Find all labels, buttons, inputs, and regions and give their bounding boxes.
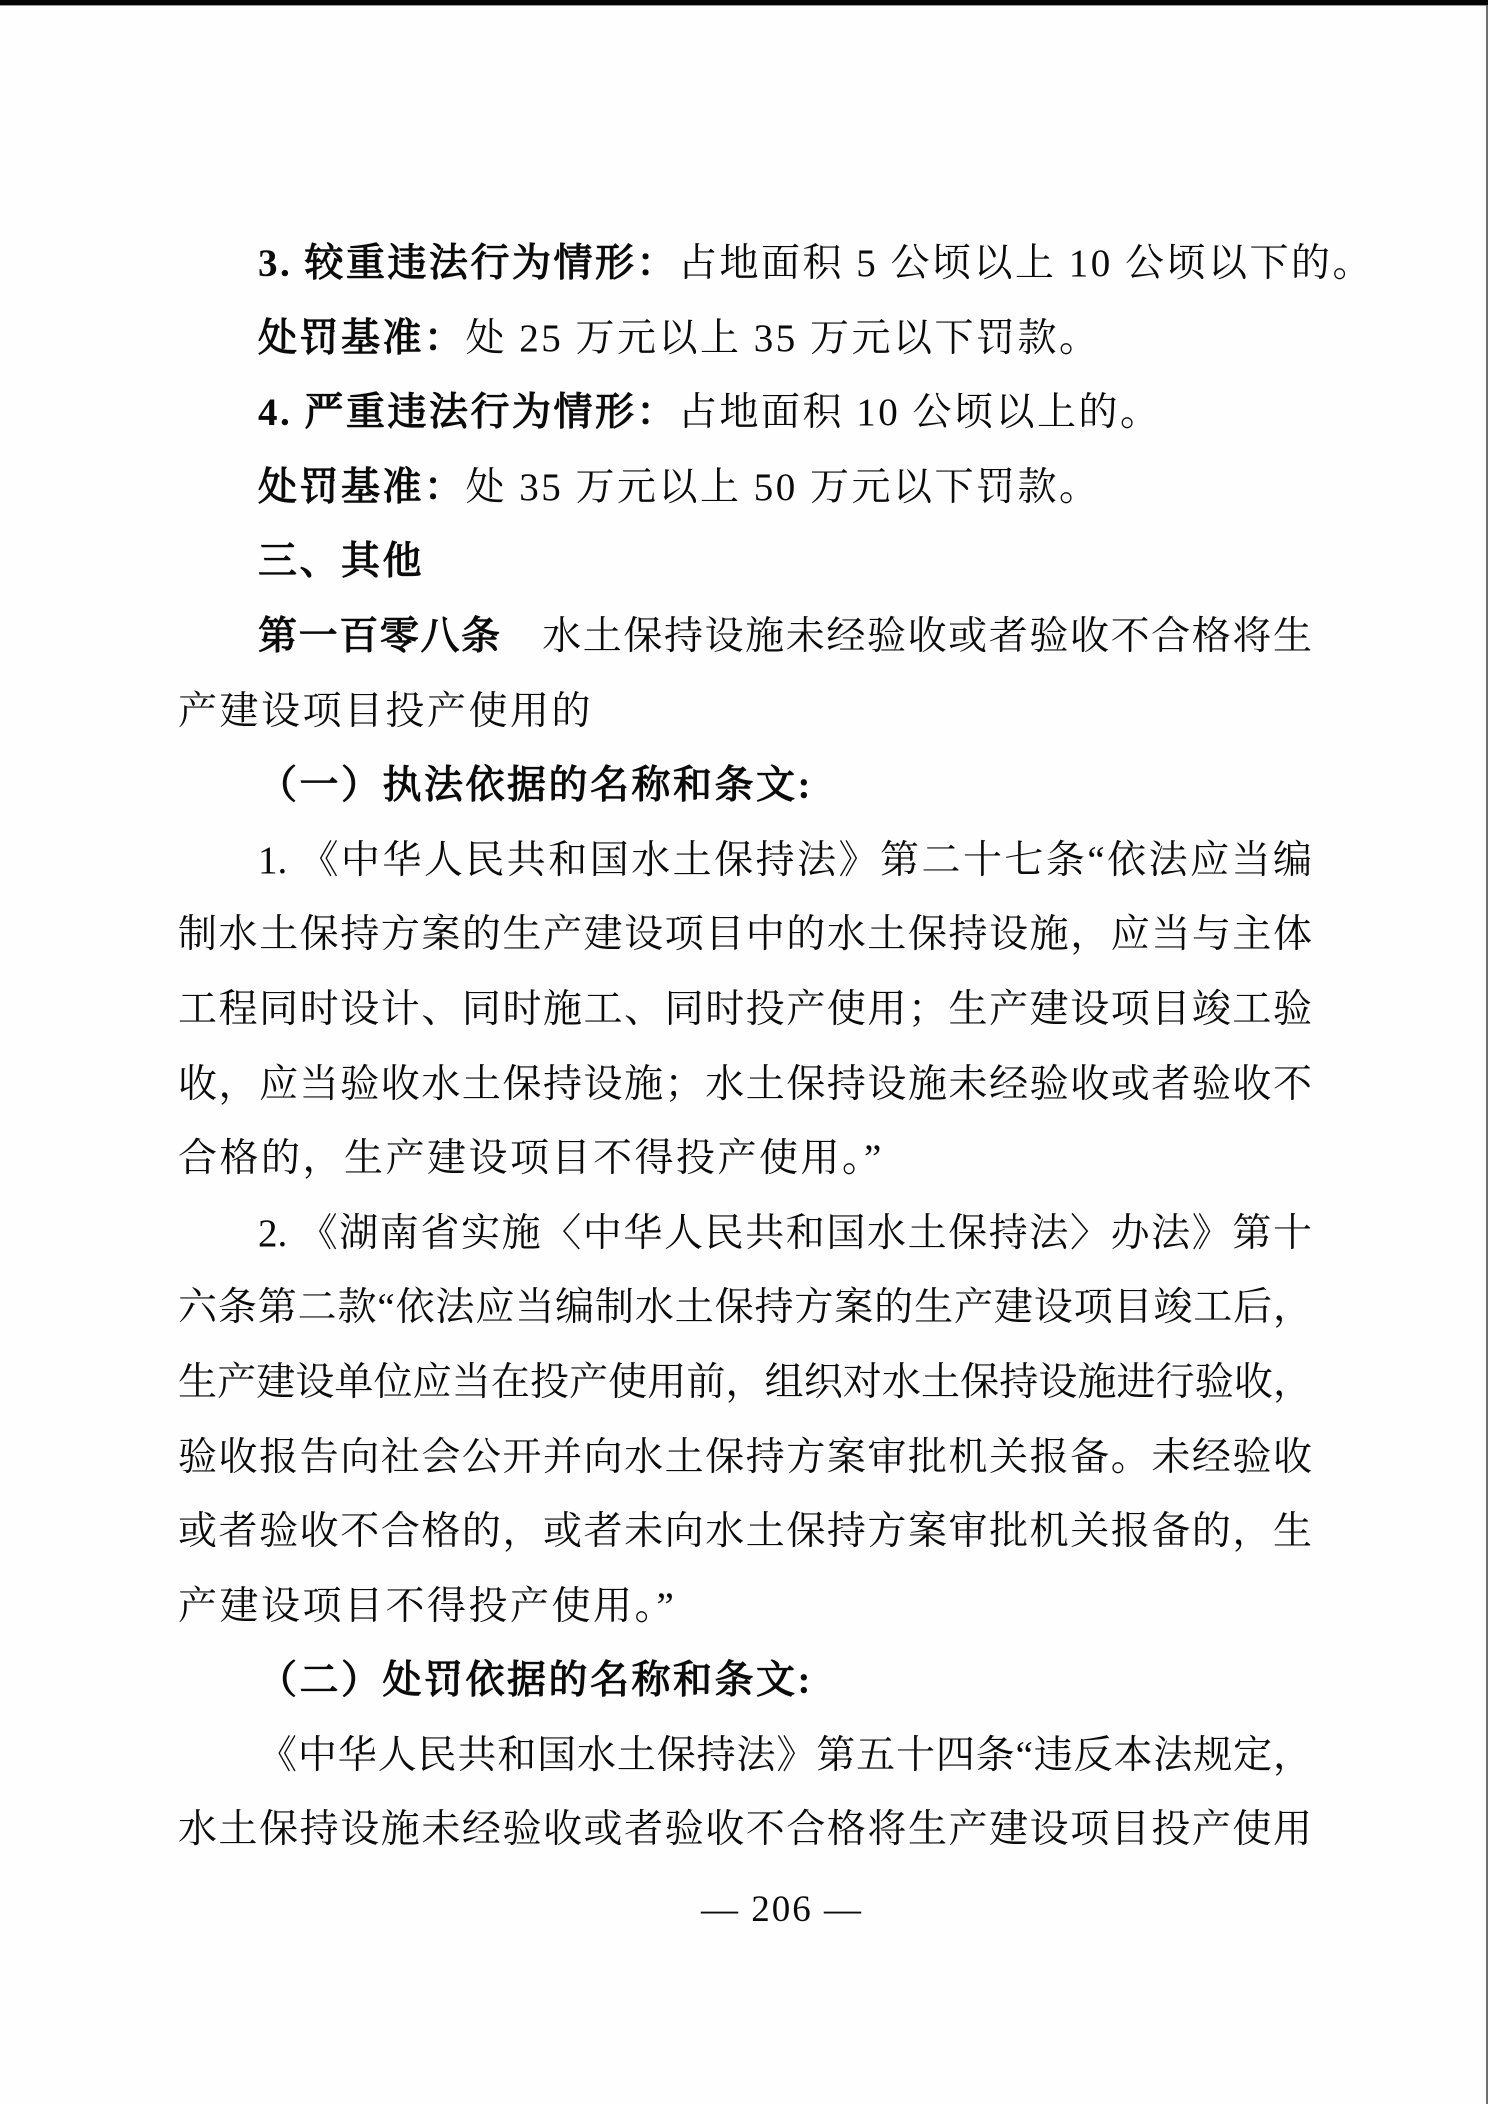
text-line	[178, 824, 1312, 899]
text-line	[178, 1197, 1312, 1272]
scan-top-edge	[0, 0, 1488, 6]
text-segment: 产建设项目投产使用的	[178, 689, 594, 733]
text-line	[178, 1271, 1312, 1346]
text-line	[178, 1048, 1312, 1123]
text-segment: 六条第二款“依法应当编制水土保持方案的生产建设项目竣工后，	[178, 1286, 1312, 1330]
bold-label: 处罚基准：	[258, 465, 466, 509]
text-line	[178, 675, 1312, 750]
text-block	[178, 227, 1375, 1868]
text-line	[178, 973, 1312, 1048]
text-segment: 水土保持设施未经验收或者验收不合格将生产建设项目投产使用	[178, 1808, 1312, 1852]
text-segment: 1. 《中华人民共和国水土保持法》第二十七条“依法应当编	[258, 838, 1312, 882]
text-line	[178, 1644, 1312, 1719]
text-line	[178, 1719, 1312, 1794]
bold-label: 三、其他	[258, 540, 425, 584]
text-line	[178, 302, 1312, 377]
text-line	[178, 1793, 1312, 1868]
bold-label: 3. 较重违法行为情形：	[258, 242, 679, 285]
bold-label: （一）执法依据的名称和条文:	[258, 764, 813, 808]
text-line	[178, 376, 1312, 451]
text-line	[178, 749, 1312, 824]
page-number: — 206 —	[701, 1889, 863, 1930]
text-segment: 收，应当验收水土保持设施；水土保持设施未经验收或者验收不	[178, 1062, 1312, 1106]
text-segment: 产建设项目不得投产使用。”	[178, 1584, 677, 1628]
text-segment: 工程同时设计、同时施工、同时投产使用；生产建设项目竣工验	[178, 987, 1312, 1031]
text-segment: 合格的，生产建设项目不得投产使用。”	[178, 1137, 884, 1181]
text-segment: 生产建设单位应当在投产使用前，组织对水土保持设施进行验收，	[178, 1360, 1312, 1404]
text-line	[178, 1122, 1312, 1197]
bold-label: 处罚基准：	[258, 316, 466, 360]
text-segment: 《中华人民共和国水土保持法》第五十四条“违反本法规定，	[258, 1733, 1312, 1777]
text-segment: 占地面积 10 公顷以上的。	[678, 391, 1162, 435]
text-line	[178, 1421, 1312, 1496]
bold-label: （二）处罚依据的名称和条文:	[258, 1659, 813, 1703]
text-line	[178, 1495, 1312, 1570]
text-segment: 水土保持设施未经验收或者验收不合格将生	[501, 614, 1312, 658]
bold-label: 第一百零八条	[258, 614, 502, 658]
text-line	[178, 525, 1312, 600]
text-segment: 处 25 万元以上 35 万元以下罚款。	[465, 316, 1101, 360]
text-line	[178, 451, 1312, 526]
text-line	[178, 1346, 1312, 1421]
text-line	[178, 898, 1312, 973]
text-segment: 处 35 万元以上 50 万元以下罚款。	[465, 465, 1101, 509]
text-segment: 占地面积 5 公顷以上 10 公顷以下的。	[678, 242, 1375, 285]
text-segment: 或者验收不合格的，或者未向水土保持方案审批机关报备的，生	[178, 1510, 1312, 1554]
text-line	[178, 1570, 1312, 1645]
text-segment: 验收报告向社会公开并向水土保持方案审批机关报备。未经验收	[178, 1435, 1312, 1479]
bold-label: 4. 严重违法行为情形：	[258, 391, 679, 435]
text-segment: 2. 《湖南省实施〈中华人民共和国水土保持法〉办法》第十	[258, 1211, 1312, 1255]
text-line	[178, 227, 1375, 302]
text-line	[178, 600, 1312, 675]
text-segment: 制水土保持方案的生产建设项目中的水土保持设施，应当与主体	[178, 913, 1312, 957]
